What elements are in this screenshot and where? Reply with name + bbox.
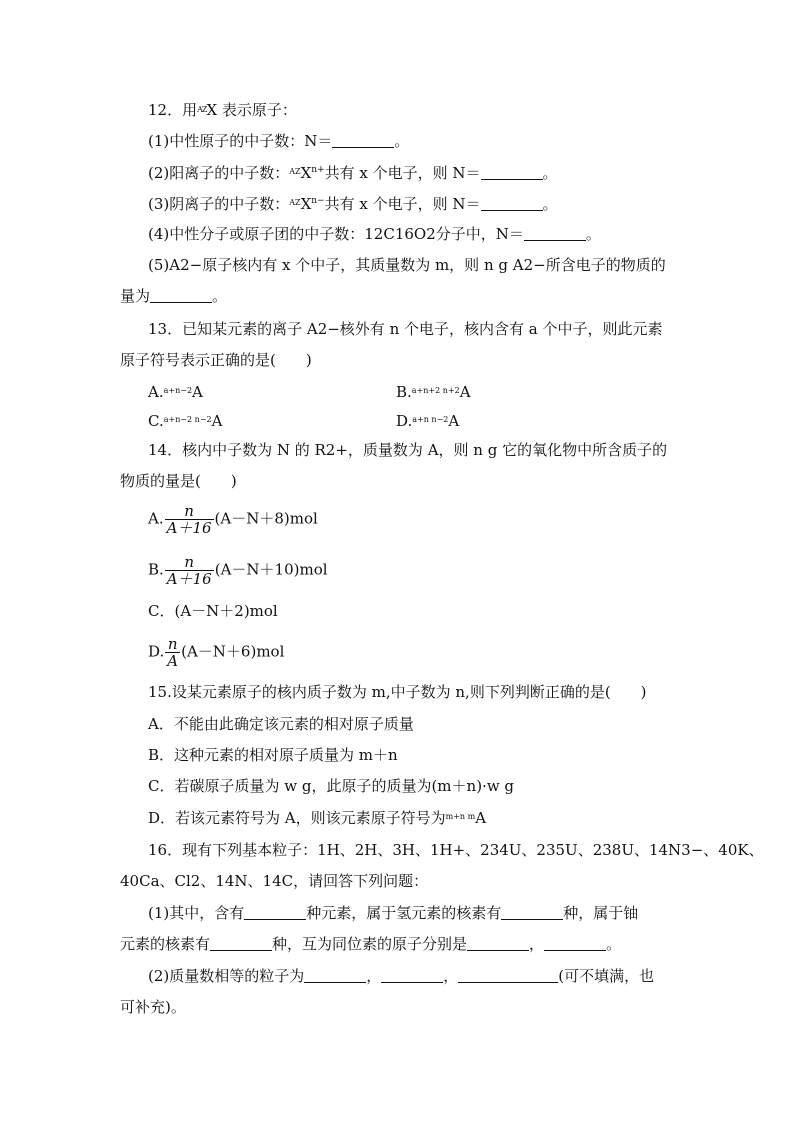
q13-stem-line2: 原子符号表示正确的是( ) (120, 351, 312, 369)
q16-part1-line2: 元素的核素有 种，互为同位素的原子分别是 ， 。 (120, 935, 622, 953)
answer-blank[interactable] (210, 935, 272, 951)
q14-option-a[interactable]: A. $\frac{n}{A+16}$ (A－N＋8)mol (148, 502, 318, 537)
q16-part1-line1: (1)其中，含有 种元素，属于氢元素的核素有 种，属于铀 (148, 904, 639, 922)
answer-blank[interactable] (304, 967, 366, 983)
q12-part4: (4)中性分子或原子团的中子数：12C16O2分子中，N＝ 。 (148, 225, 601, 243)
answer-blank[interactable] (332, 132, 394, 148)
answer-blank[interactable] (150, 287, 212, 303)
q16-stem-line1: 16．现有下列基本粒子：1H、2H、3H、1H+、234U、235U、238U、14N3−、40K、 (148, 841, 764, 859)
q14-stem-line1: 14．核内中子数为 N 的 R2+，质量数为 A，则 n g 它的氧化物中所含质子的 (148, 441, 668, 459)
formula-co2: 12C16O2 (364, 225, 436, 243)
q15-option-b[interactable]: B．这种元素的相对原子质量为 m＋n (148, 746, 398, 764)
q15-option-a[interactable]: A．不能由此确定该元素的相对原子质量 (148, 715, 414, 733)
q13-option-b[interactable]: B.$^{a+n+2 n+2}$A (396, 383, 471, 401)
q15-option-d[interactable]: D．若该元素符号为 A，则该元素原子符号为$^{m+n m}$A (148, 809, 487, 827)
answer-blank[interactable] (501, 904, 563, 920)
q13-option-c[interactable]: C.$^{a+n-2 n-2}$A (148, 412, 223, 430)
q13-stem-line1: 13．已知某元素的离子 A2−核外有 n 个电子，核内含有 a 个中子，则此元素 (148, 320, 663, 338)
answer-blank[interactable] (524, 225, 586, 241)
fraction: $\frac{n}{A+16}$ (166, 502, 212, 537)
q12-stem: 12．用AZX 表示原子： (148, 101, 297, 119)
q16-stem-line2: 40Ca、Cl2、14N、14C，请回答下列问题： (120, 872, 429, 890)
q12-part3: (3)阴离子的中子数：$^{AZ}X^{n-}$共有 x 个电子，则 N＝ 。 (148, 195, 558, 213)
answer-blank[interactable] (458, 967, 558, 983)
q16-part2-line1: (2)质量数相等的粒子为 ， ， (可不填满，也 (148, 967, 655, 985)
q15-option-c[interactable]: C．若碳原子质量为 w g，此原子的质量为(m＋n)·w g (148, 777, 515, 795)
q13-option-a[interactable]: A.$^{a+n-2}$A (148, 383, 203, 401)
fraction: $\frac{n}{A}$ (167, 635, 179, 670)
q14-stem-line2: 物质的量是( ) (120, 472, 237, 490)
answer-blank[interactable] (381, 967, 443, 983)
q15-stem: 15.设某元素原子的核内质子数为 m,中子数为 n,则下列判断正确的是( ) (148, 683, 647, 701)
q13-option-d[interactable]: D.$^{a+n n-2}$A (396, 412, 460, 430)
q12-part5-line1: (5)A2−原子核内有 x 个中子，其质量数为 m，则 n g A2−所含电子的物质的 (148, 256, 666, 274)
answer-blank[interactable] (244, 904, 306, 920)
q14-option-c[interactable]: C．(A－N＋2)mol (148, 602, 278, 620)
fraction: $\frac{n}{A+16}$ (166, 553, 212, 588)
q12-notation: AZ (197, 105, 207, 114)
q16-part2-line2: 可补充)。 (120, 998, 186, 1016)
answer-blank[interactable] (481, 164, 543, 180)
q12-part5-line2: 量为 。 (120, 287, 228, 305)
q12-part2: (2)阳离子的中子数：$^{AZ}X^{n+}$共有 x 个电子，则 N＝ 。 (148, 164, 558, 182)
answer-blank[interactable] (544, 935, 606, 951)
answer-blank[interactable] (467, 935, 529, 951)
q14-option-b[interactable]: B. $\frac{n}{A+16}$ (A－N＋10)mol (148, 553, 328, 588)
q12-part1: (1)中性原子的中子数：N＝ 。 (148, 132, 410, 150)
q14-option-d[interactable]: D. $\frac{n}{A}$ (A－N＋6)mol (148, 635, 285, 670)
answer-blank[interactable] (481, 195, 543, 211)
